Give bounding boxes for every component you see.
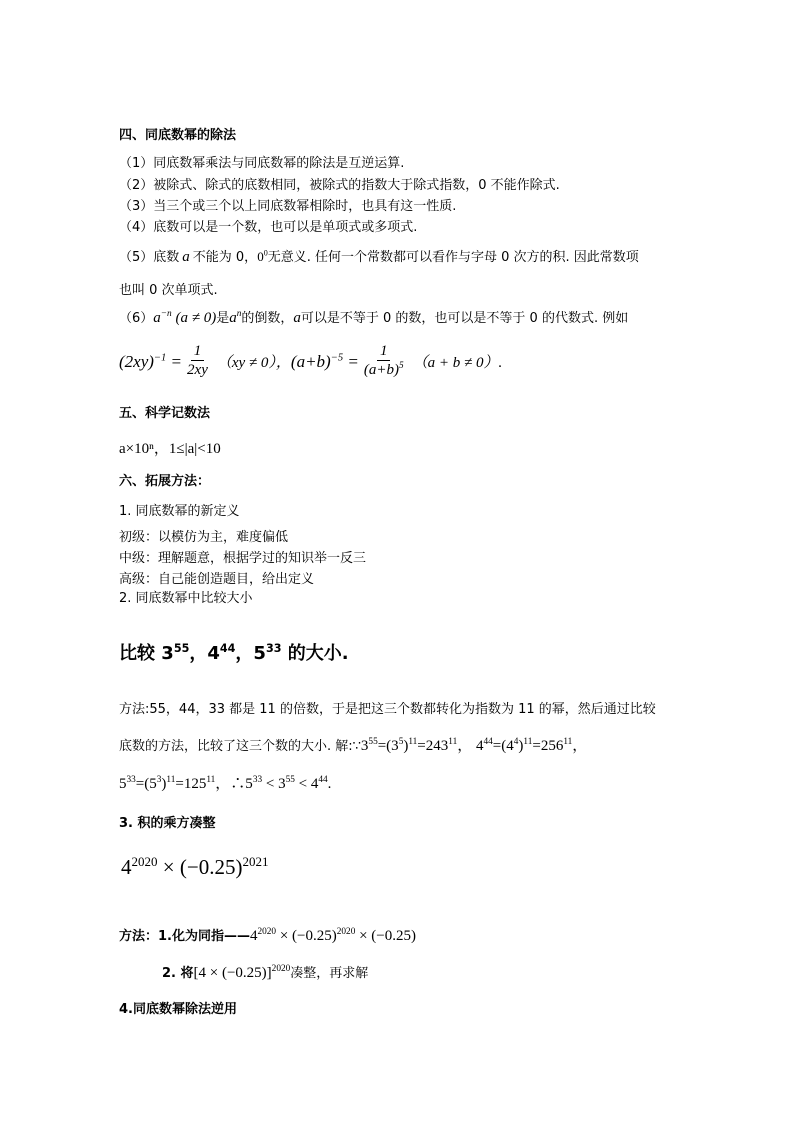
pos-power: $a^n$ xyxy=(229,309,242,326)
item6-b: 是 xyxy=(216,311,230,326)
solution-part2: $5^{33}=(5^3)^{11}=125^{11}$，$\therefore 5^{33} < 3^{55} < 4^{44}$. xyxy=(119,775,332,792)
method3-line2 xyxy=(162,962,368,982)
level-advanced: 高级：自己能创造题目，给出定义 xyxy=(119,572,315,587)
section4-title: 四、同底数幂的除法 xyxy=(119,128,237,143)
method3-line1 xyxy=(119,925,416,945)
item6-c: 的倒数， xyxy=(241,311,294,326)
sub2-title: 2. 同底数幂中比较大小 xyxy=(119,591,253,606)
section4-item-1: （1）同底数幂乘法与同底数幂的除法是互逆运算. xyxy=(119,156,405,171)
item6-var: a xyxy=(293,310,301,326)
level-basic: 初级：以模仿为主，难度偏低 xyxy=(119,530,289,545)
example2-lhs: $(a+b)^{-5}$ = xyxy=(290,351,359,371)
section4-item-2: （2）被除式、除式的底数相同，被除式的指数大于除式指数，0 不能作除式. xyxy=(119,178,560,193)
neg-power-formula: $a^{-n}$ (a ≠ 0) xyxy=(153,309,217,326)
item5-b: 不能为 0， xyxy=(192,250,258,265)
reciprocal-examples xyxy=(119,343,502,380)
method3-step2-prefix: 2. 将 xyxy=(162,966,194,981)
method3-formula: $4^{2020} \times (-0.25)^{2020} \times (-0.25)$ xyxy=(249,927,417,944)
solution-part1: $3^{55}=(3^5)^{11}=243^{11}$， $4^{44}=(4^4)^{11}=256^{11}$， xyxy=(360,737,588,754)
example1-fraction: $\frac{1}{2xy}$ xyxy=(187,343,208,379)
example1-condition: （xy ≠ 0）， xyxy=(216,355,291,371)
item5-var: a xyxy=(182,249,190,265)
section5-title: 五、科学记数法 xyxy=(119,406,211,421)
item5-c: 无意义. 任何一个常数都可以看作与字母 0 次方的积. 因此常数项 xyxy=(267,250,639,265)
method-line1: 方法:55，44，33 都是 11 的倍数，于是把这三个数都转化为指数为 11 的幂，然后通过比较 xyxy=(119,702,656,717)
item5-prefix: （5）底数 xyxy=(119,250,180,265)
product-power-expression: $4^{2020} \times (-0.25)^{2021}$ xyxy=(121,854,269,879)
method3-step2-formula: $[4 \times (-0.25)]^{2020}$ xyxy=(193,964,291,981)
section4-item-3: （3）当三个或三个以上同底数幂相除时，也具有这一性质. xyxy=(119,199,457,214)
method-line2-text: 底数的方法，比较了这三个数的大小. 解:∵ xyxy=(119,739,361,754)
sub4-title: 4.同底数幂除法逆用 xyxy=(119,1002,237,1017)
item6-d: 可以是不等于 0 的数，也可以是不等于 0 的代数式. 例如 xyxy=(300,311,629,326)
sub3-title: 3. 积的乘方凑整 xyxy=(119,816,216,831)
method3-prefix: 方法：1.化为同指—— xyxy=(119,929,250,944)
sub1-title: 1. 同底数幂的新定义 xyxy=(119,504,240,519)
section4-item-6 xyxy=(119,307,628,327)
compare-prefix: 比较 xyxy=(119,643,155,664)
section4-item-5-cont: 也叫 0 次单项式. xyxy=(119,283,218,298)
section6-title: 六、拓展方法： xyxy=(119,474,211,489)
compare-suffix: 的大小. xyxy=(287,643,349,664)
item6-prefix: （6） xyxy=(119,311,154,326)
example1-lhs: $(2xy)^{-1}$ = xyxy=(119,351,183,371)
level-intermediate: 中级：理解题意，根据学过的知识举一反三 xyxy=(119,551,367,566)
compare-heading xyxy=(119,639,349,665)
method3-step2-suffix: 凑整，再求解 xyxy=(290,966,369,981)
example2-fraction: $\frac{1}{(a+b)^5}$ xyxy=(363,343,404,379)
sci-notation-formula: a×10ⁿ，1≤|a|<10 xyxy=(119,441,221,457)
example2-condition: （a + b ≠ 0）. xyxy=(412,355,503,371)
section4-item-5 xyxy=(119,246,639,266)
section4-item-4: （4）底数可以是一个数，也可以是单项式或多项式. xyxy=(119,220,418,235)
zero-power: $0^0$ xyxy=(257,248,268,264)
compare-expressions: $3^{55}$，$4^{44}$，$5^{33}$ xyxy=(161,642,282,664)
method-line2 xyxy=(119,734,587,755)
